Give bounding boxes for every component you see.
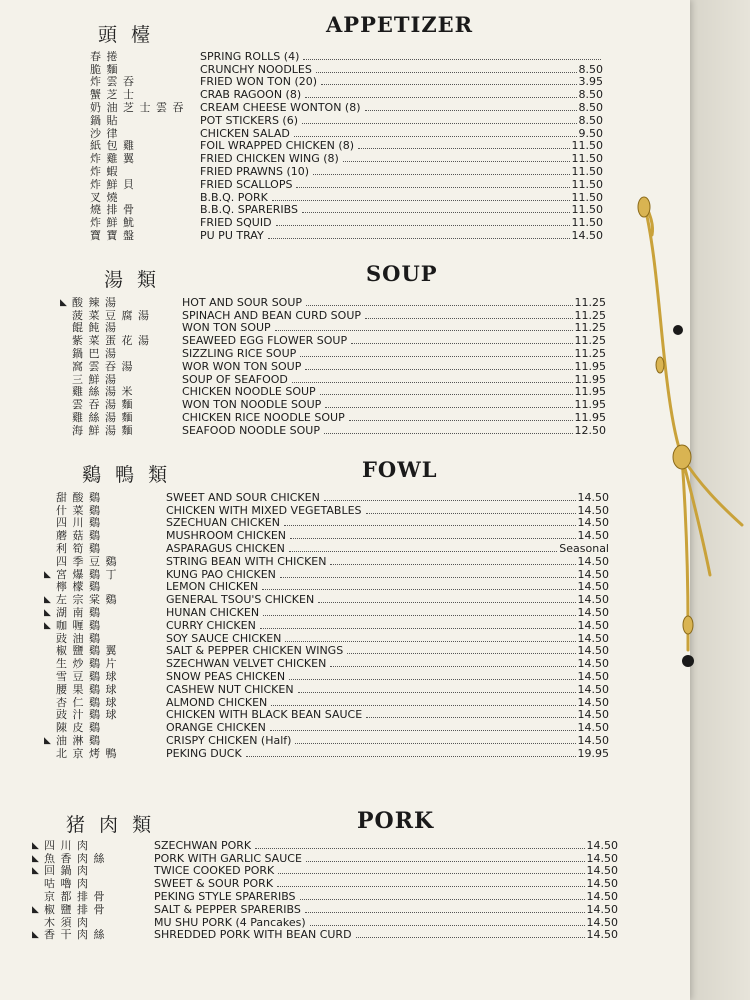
item-name: FRIED PRAWNS (10)	[200, 164, 310, 178]
dot-leader	[290, 537, 575, 539]
item-chinese-name: 燒 排 骨	[90, 204, 135, 217]
item-name: SWEET & SOUR PORK	[154, 877, 274, 891]
item-name: FRIED SQUID	[200, 216, 272, 230]
item-name: CHICKEN WITH MIXED VEGETABLES	[166, 503, 362, 517]
dot-leader	[277, 885, 584, 887]
pork-heading: PORK	[357, 808, 435, 834]
item-name: PEKING STYLE SPARERIBS	[154, 889, 296, 903]
item-price: 14.50	[577, 721, 609, 735]
dot-leader	[302, 122, 576, 124]
soup-cn-heading: 湯 類	[104, 269, 161, 291]
dot-leader	[356, 936, 585, 938]
dot-leader	[305, 96, 576, 98]
menu-item	[44, 593, 609, 606]
menu-item	[60, 386, 606, 399]
dot-leader	[365, 317, 572, 319]
item-price: 14.50	[577, 669, 609, 683]
dot-leader	[263, 614, 575, 616]
dot-leader	[330, 563, 575, 565]
dot-leader	[260, 627, 576, 629]
menu-item	[60, 347, 606, 360]
item-chinese-name: 四 川 鷄	[56, 517, 101, 530]
item-price: 11.25	[574, 321, 606, 335]
pork-list	[32, 839, 618, 941]
dot-leader	[303, 58, 601, 60]
menu-item	[78, 114, 603, 127]
dot-leader	[305, 911, 585, 913]
item-price: 11.50	[571, 190, 603, 204]
item-name: CHICKEN WITH BLACK BEAN SAUCE	[166, 708, 363, 722]
menu-item	[60, 334, 606, 347]
item-name: SOY SAUCE CHICKEN	[166, 631, 282, 645]
dot-leader	[255, 847, 584, 849]
item-chinese-name: 叉 燒	[90, 191, 119, 204]
dot-leader	[310, 924, 585, 926]
chili-pepper-icon: ◣	[32, 866, 39, 877]
menu-item	[44, 683, 609, 696]
chili-pepper-icon: ◣	[32, 840, 39, 851]
item-name: FRIED WON TON (20)	[200, 75, 318, 89]
item-price: 12.50	[574, 423, 606, 437]
item-chinese-name: 四 川 肉	[44, 839, 89, 852]
item-chinese-name: 紙 包 雞	[90, 140, 135, 153]
item-chinese-name: 京 都 排 骨	[44, 890, 106, 903]
item-chinese-name: 宮 爆 鷄 丁	[56, 568, 118, 581]
dot-leader	[272, 199, 570, 201]
item-chinese-name: 沙 律	[90, 127, 119, 140]
menu-item	[60, 296, 606, 309]
item-chinese-name: 四 季 豆 鷄	[56, 555, 118, 568]
item-name: SIZZLING RICE SOUP	[182, 346, 297, 360]
dot-leader	[295, 742, 575, 744]
item-price: 11.50	[571, 164, 603, 178]
item-chinese-name: 雪 豆 鷄 球	[56, 670, 118, 683]
dot-leader	[351, 342, 572, 344]
item-chinese-name: 炸 鮮 貝	[90, 178, 135, 191]
fowl-heading: FOWL	[362, 457, 438, 482]
item-chinese-name: 脆 麵	[90, 63, 119, 76]
item-name: CRUNCHY NOODLES	[200, 62, 312, 76]
item-price: 11.25	[574, 334, 606, 348]
dot-leader	[313, 173, 569, 175]
item-name: STRING BEAN WITH CHICKEN	[166, 554, 327, 568]
item-price: 11.25	[574, 308, 606, 322]
item-price: 11.50	[571, 139, 603, 153]
item-name: WON TON NOODLE SOUP	[182, 398, 322, 412]
menu-item	[44, 581, 609, 594]
menu-item	[32, 903, 618, 916]
item-name: SOUP OF SEAFOOD	[182, 372, 288, 386]
item-name: SNOW PEAS CHICKEN	[166, 669, 286, 683]
chili-pepper-icon: ◣	[32, 853, 39, 864]
item-price: 14.50	[586, 877, 618, 891]
dot-leader	[318, 601, 575, 603]
menu-item	[78, 101, 603, 114]
item-name: GENERAL TSOU'S CHICKEN	[166, 593, 315, 607]
item-name: MUSHROOM CHICKEN	[166, 529, 287, 543]
item-chinese-name: 香 干 肉 絲	[44, 929, 106, 942]
dot-leader	[296, 186, 569, 188]
dot-leader	[324, 499, 576, 501]
item-chinese-name: 檸 檬 鷄	[56, 581, 101, 594]
item-name: CHICKEN SALAD	[200, 126, 290, 140]
item-price: 11.95	[574, 372, 606, 386]
item-price: 14.50	[586, 928, 618, 942]
item-name: PEKING DUCK	[166, 746, 242, 760]
dot-leader	[347, 652, 575, 654]
item-chinese-name: 腰 果 鷄 球	[56, 683, 118, 696]
menu-item	[78, 191, 603, 204]
dot-leader	[343, 160, 570, 162]
item-price: 11.50	[571, 203, 603, 217]
item-name: POT STICKERS (6)	[200, 113, 299, 127]
menu-item	[78, 76, 603, 89]
item-price: 8.50	[578, 100, 603, 114]
dot-leader	[268, 237, 570, 239]
dot-leader	[300, 898, 585, 900]
item-price: 14.50	[577, 490, 609, 504]
item-name: SWEET AND SOUR CHICKEN	[166, 490, 320, 504]
menu-item	[32, 839, 618, 852]
dot-leader	[270, 729, 576, 731]
menu-item	[60, 373, 606, 386]
item-price: 14.50	[586, 915, 618, 929]
item-price: 14.50	[586, 902, 618, 916]
item-chinese-name: 雞 絲 湯 米	[72, 386, 134, 399]
menu-item	[78, 140, 603, 153]
menu-item	[32, 877, 618, 890]
item-chinese-name: 餛 飩 湯	[72, 322, 117, 335]
dot-leader	[300, 355, 572, 357]
dot-leader	[330, 665, 575, 667]
item-chinese-name: 炸 雞 翼	[90, 153, 135, 166]
menu-item	[44, 504, 609, 517]
item-name: CHICKEN RICE NOODLE SOUP	[182, 410, 345, 424]
item-price: 14.50	[586, 889, 618, 903]
menu-item	[60, 398, 606, 411]
chili-pepper-icon: ◣	[44, 595, 51, 606]
dot-leader	[366, 512, 576, 514]
menu-item	[78, 229, 603, 242]
item-price: 14.50	[577, 618, 609, 632]
item-chinese-name: 木 須 肉	[44, 916, 89, 929]
dot-leader	[298, 691, 576, 693]
item-price: 14.50	[577, 695, 609, 709]
menu-item	[44, 645, 609, 658]
item-chinese-name: 左 宗 棠 鷄	[56, 594, 118, 607]
item-name: ORANGE CHICKEN	[166, 721, 266, 735]
dot-leader	[306, 304, 572, 306]
item-chinese-name: 利 筍 鷄	[56, 542, 101, 555]
item-price: 14.50	[577, 682, 609, 696]
dot-leader	[305, 368, 572, 370]
dot-leader	[262, 588, 575, 590]
soup-list	[60, 296, 606, 437]
menu-item	[44, 529, 609, 542]
item-name: FOIL WRAPPED CHICKEN (8)	[200, 139, 354, 153]
appetizer-list	[78, 50, 603, 242]
item-price: 14.50	[586, 838, 618, 852]
menu-item	[44, 542, 609, 555]
item-chinese-name: 三 鮮 湯	[72, 373, 117, 386]
item-price: 14.50	[577, 593, 609, 607]
item-chinese-name: 酸 辣 湯	[72, 296, 117, 309]
menu-item	[60, 411, 606, 424]
item-chinese-name: 什 菜 鷄	[56, 504, 101, 517]
item-price: 9.50	[578, 126, 603, 140]
item-price: 14.50	[577, 567, 609, 581]
item-price: 14.50	[577, 529, 609, 543]
item-price: 11.95	[574, 385, 606, 399]
menu-item	[78, 216, 603, 229]
item-chinese-name: 菠 菜 豆 腐 湯	[72, 309, 150, 322]
chili-pepper-icon: ◣	[60, 297, 67, 308]
menu-item	[44, 734, 609, 747]
menu-item	[44, 555, 609, 568]
menu-item	[60, 424, 606, 437]
dot-leader	[349, 419, 573, 421]
menu-item	[44, 657, 609, 670]
item-name: FRIED CHICKEN WING (8)	[200, 152, 339, 166]
dot-leader	[358, 147, 570, 149]
dot-leader	[289, 550, 557, 552]
soup-heading: SOUP	[366, 261, 438, 286]
item-price: 19.95	[577, 746, 609, 760]
item-chinese-name: 椒 鹽 鷄 翼	[56, 645, 118, 658]
dot-leader	[289, 678, 575, 680]
dot-leader	[284, 524, 576, 526]
item-price: 11.50	[571, 152, 603, 166]
item-chinese-name: 生 炒 鷄 片	[56, 658, 118, 671]
menu-item	[44, 721, 609, 734]
item-price: 11.50	[571, 216, 603, 230]
item-price: 3.95	[578, 75, 603, 89]
item-name: CURRY CHICKEN	[166, 618, 256, 632]
chili-pepper-icon: ◣	[44, 620, 51, 631]
item-name: TWICE COOKED PORK	[154, 864, 275, 878]
chili-pepper-icon: ◣	[44, 569, 51, 580]
dot-leader	[321, 83, 576, 85]
menu-item	[78, 127, 603, 140]
item-chinese-name: 奶 油 芝 士 雲 吞	[90, 101, 185, 114]
menu-item	[44, 670, 609, 683]
dot-leader	[306, 860, 585, 862]
item-chinese-name: 海 鮮 湯 麵	[72, 424, 134, 437]
dot-leader	[294, 135, 577, 137]
item-price: 14.50	[577, 644, 609, 658]
item-price: 11.25	[574, 346, 606, 360]
item-name: PU PU TRAY	[200, 228, 264, 242]
item-price: 8.50	[578, 62, 603, 76]
item-chinese-name: 豉 汁 鷄 球	[56, 709, 118, 722]
item-price: 14.50	[577, 708, 609, 722]
menu-item	[78, 63, 603, 76]
menu-item	[78, 165, 603, 178]
item-chinese-name: 咕 嚕 肉	[44, 878, 89, 891]
item-price: 11.50	[571, 177, 603, 191]
dot-leader	[276, 224, 570, 226]
menu-item	[78, 152, 603, 165]
item-name: SZECHWAN PORK	[154, 838, 252, 852]
item-name: CRISPY CHICKEN (Half)	[166, 733, 292, 747]
item-price: 14.50	[577, 605, 609, 619]
item-name: CRAB RAGOON (8)	[200, 88, 302, 102]
item-chinese-name: 寶 寶 盤	[90, 229, 135, 242]
menu-item	[78, 50, 603, 63]
menu-item	[78, 88, 603, 101]
item-chinese-name: 炸 雲 吞	[90, 76, 135, 89]
item-chinese-name: 紫 菜 蛋 花 湯	[72, 335, 150, 348]
fowl-list	[44, 491, 609, 760]
item-name: SALT & PEPPER CHICKEN WINGS	[166, 644, 344, 658]
item-price: 11.95	[574, 398, 606, 412]
item-name: SALT & PEPPER SPARERIBS	[154, 902, 301, 916]
item-name: SHREDDED PORK WITH BEAN CURD	[154, 928, 352, 942]
chili-pepper-icon: ◣	[32, 930, 39, 941]
menu-item	[44, 709, 609, 722]
menu-item	[44, 568, 609, 581]
item-price: 14.50	[577, 503, 609, 517]
item-chinese-name: 椒 鹽 排 骨	[44, 903, 106, 916]
item-price: 14.50	[577, 657, 609, 671]
chili-pepper-icon: ◣	[32, 904, 39, 915]
menu-item	[78, 178, 603, 191]
fowl-cn-heading: 鷄 鴨 類	[82, 464, 172, 486]
item-name: SZECHUAN CHICKEN	[166, 516, 280, 530]
menu-item	[32, 852, 618, 865]
dot-leader	[292, 381, 573, 383]
dot-leader	[302, 211, 570, 213]
appetizer-heading: APPETIZER	[326, 12, 474, 37]
menu-cord-icon	[630, 195, 750, 675]
item-name: SEAWEED EGG FLOWER SOUP	[182, 334, 348, 348]
item-name: B.B.Q. PORK	[200, 190, 268, 204]
chili-pepper-icon: ◣	[44, 735, 51, 746]
chili-pepper-icon: ◣	[44, 607, 51, 618]
item-price: 11.95	[574, 359, 606, 373]
menu-item	[60, 322, 606, 335]
item-name: ASPARAGUS CHICKEN	[166, 541, 285, 555]
item-name: SPRING ROLLS (4)	[200, 49, 300, 63]
item-price: 11.95	[574, 410, 606, 424]
item-name: KUNG PAO CHICKEN	[166, 567, 276, 581]
dot-leader	[365, 109, 577, 111]
item-chinese-name: 杏 仁 鷄 球	[56, 696, 118, 709]
item-name: CREAM CHEESE WONTON (8)	[200, 100, 361, 114]
menu-item	[60, 309, 606, 322]
menu-item	[44, 619, 609, 632]
item-chinese-name: 炸 鮮 魷	[90, 217, 135, 230]
item-name: WON TON SOUP	[182, 321, 271, 335]
item-chinese-name: 雞 絲 湯 麵	[72, 411, 134, 424]
pork-cn-heading: 猪 肉 類	[66, 814, 156, 836]
item-chinese-name: 油 淋 鷄	[56, 734, 101, 747]
dot-leader	[325, 406, 572, 408]
dot-leader	[246, 755, 576, 757]
item-chinese-name: 蟹 芝 士	[90, 89, 135, 102]
item-price: Seasonal	[559, 541, 609, 555]
item-price: 14.50	[577, 631, 609, 645]
item-chinese-name: 陳 皮 鷄	[56, 722, 101, 735]
item-price: 8.50	[578, 113, 603, 127]
menu-item	[32, 916, 618, 929]
item-chinese-name: 北 京 烤 鴨	[56, 747, 118, 760]
item-chinese-name: 蘑 菇 鷄	[56, 530, 101, 543]
item-price: 14.50	[577, 554, 609, 568]
item-name: ALMOND CHICKEN	[166, 695, 268, 709]
item-chinese-name: 窩 雲 吞 湯	[72, 360, 134, 373]
menu-item	[44, 696, 609, 709]
item-price: 14.50	[586, 864, 618, 878]
item-name: LEMON CHICKEN	[166, 580, 259, 594]
item-chinese-name: 魚 香 肉 絲	[44, 852, 106, 865]
menu-item	[78, 204, 603, 217]
appetizer-cn-heading: 頭 檯	[98, 24, 155, 46]
item-price: 14.50	[571, 228, 603, 242]
menu-item	[60, 360, 606, 373]
item-name: SEAFOOD NOODLE SOUP	[182, 423, 320, 437]
dot-leader	[366, 716, 575, 718]
menu-item	[44, 606, 609, 619]
dot-leader	[271, 704, 575, 706]
item-price: 14.50	[577, 580, 609, 594]
menu-item	[44, 747, 609, 760]
item-name: SZECHWAN VELVET CHICKEN	[166, 657, 327, 671]
item-name: FRIED SCALLOPS	[200, 177, 293, 191]
item-chinese-name: 咖 喱 鷄	[56, 619, 101, 632]
menu-item	[32, 865, 618, 878]
menu-item	[44, 491, 609, 504]
menu-item	[32, 929, 618, 942]
item-price: 11.25	[574, 295, 606, 309]
item-price: 8.50	[578, 88, 603, 102]
item-name: CHICKEN NOODLE SOUP	[182, 385, 316, 399]
dot-leader	[285, 640, 575, 642]
item-name: B.B.Q. SPARERIBS	[200, 203, 298, 217]
dot-leader	[280, 576, 576, 578]
item-chinese-name: 鍋 巴 湯	[72, 347, 117, 360]
dot-leader	[320, 393, 573, 395]
dot-leader	[278, 872, 584, 874]
item-price: 14.50	[577, 733, 609, 747]
item-chinese-name: 炸 蝦	[90, 165, 119, 178]
item-price: 14.50	[577, 516, 609, 530]
item-name: PORK WITH GARLIC SAUCE	[154, 851, 302, 865]
menu-item	[44, 632, 609, 645]
dot-leader	[275, 329, 573, 331]
item-name: WOR WON TON SOUP	[182, 359, 302, 373]
item-name: SPINACH AND BEAN CURD SOUP	[182, 308, 362, 322]
menu-item	[32, 890, 618, 903]
item-chinese-name: 春 捲	[90, 50, 119, 63]
item-price: 14.50	[586, 851, 618, 865]
item-name: HOT AND SOUR SOUP	[182, 295, 303, 309]
item-chinese-name: 豉 油 鷄	[56, 632, 101, 645]
item-name: CASHEW NUT CHICKEN	[166, 682, 294, 696]
item-chinese-name: 雲 吞 湯 麵	[72, 399, 134, 412]
dot-leader	[324, 432, 573, 434]
item-name: MU SHU PORK (4 Pancakes)	[154, 915, 306, 929]
item-chinese-name: 湖 南 鷄	[56, 606, 101, 619]
item-name: HUNAN CHICKEN	[166, 605, 260, 619]
item-chinese-name: 鍋 貼	[90, 114, 119, 127]
item-chinese-name: 回 鍋 肉	[44, 865, 89, 878]
dot-leader	[316, 71, 577, 73]
item-chinese-name: 甜 酸 鷄	[56, 491, 101, 504]
menu-item	[44, 517, 609, 530]
